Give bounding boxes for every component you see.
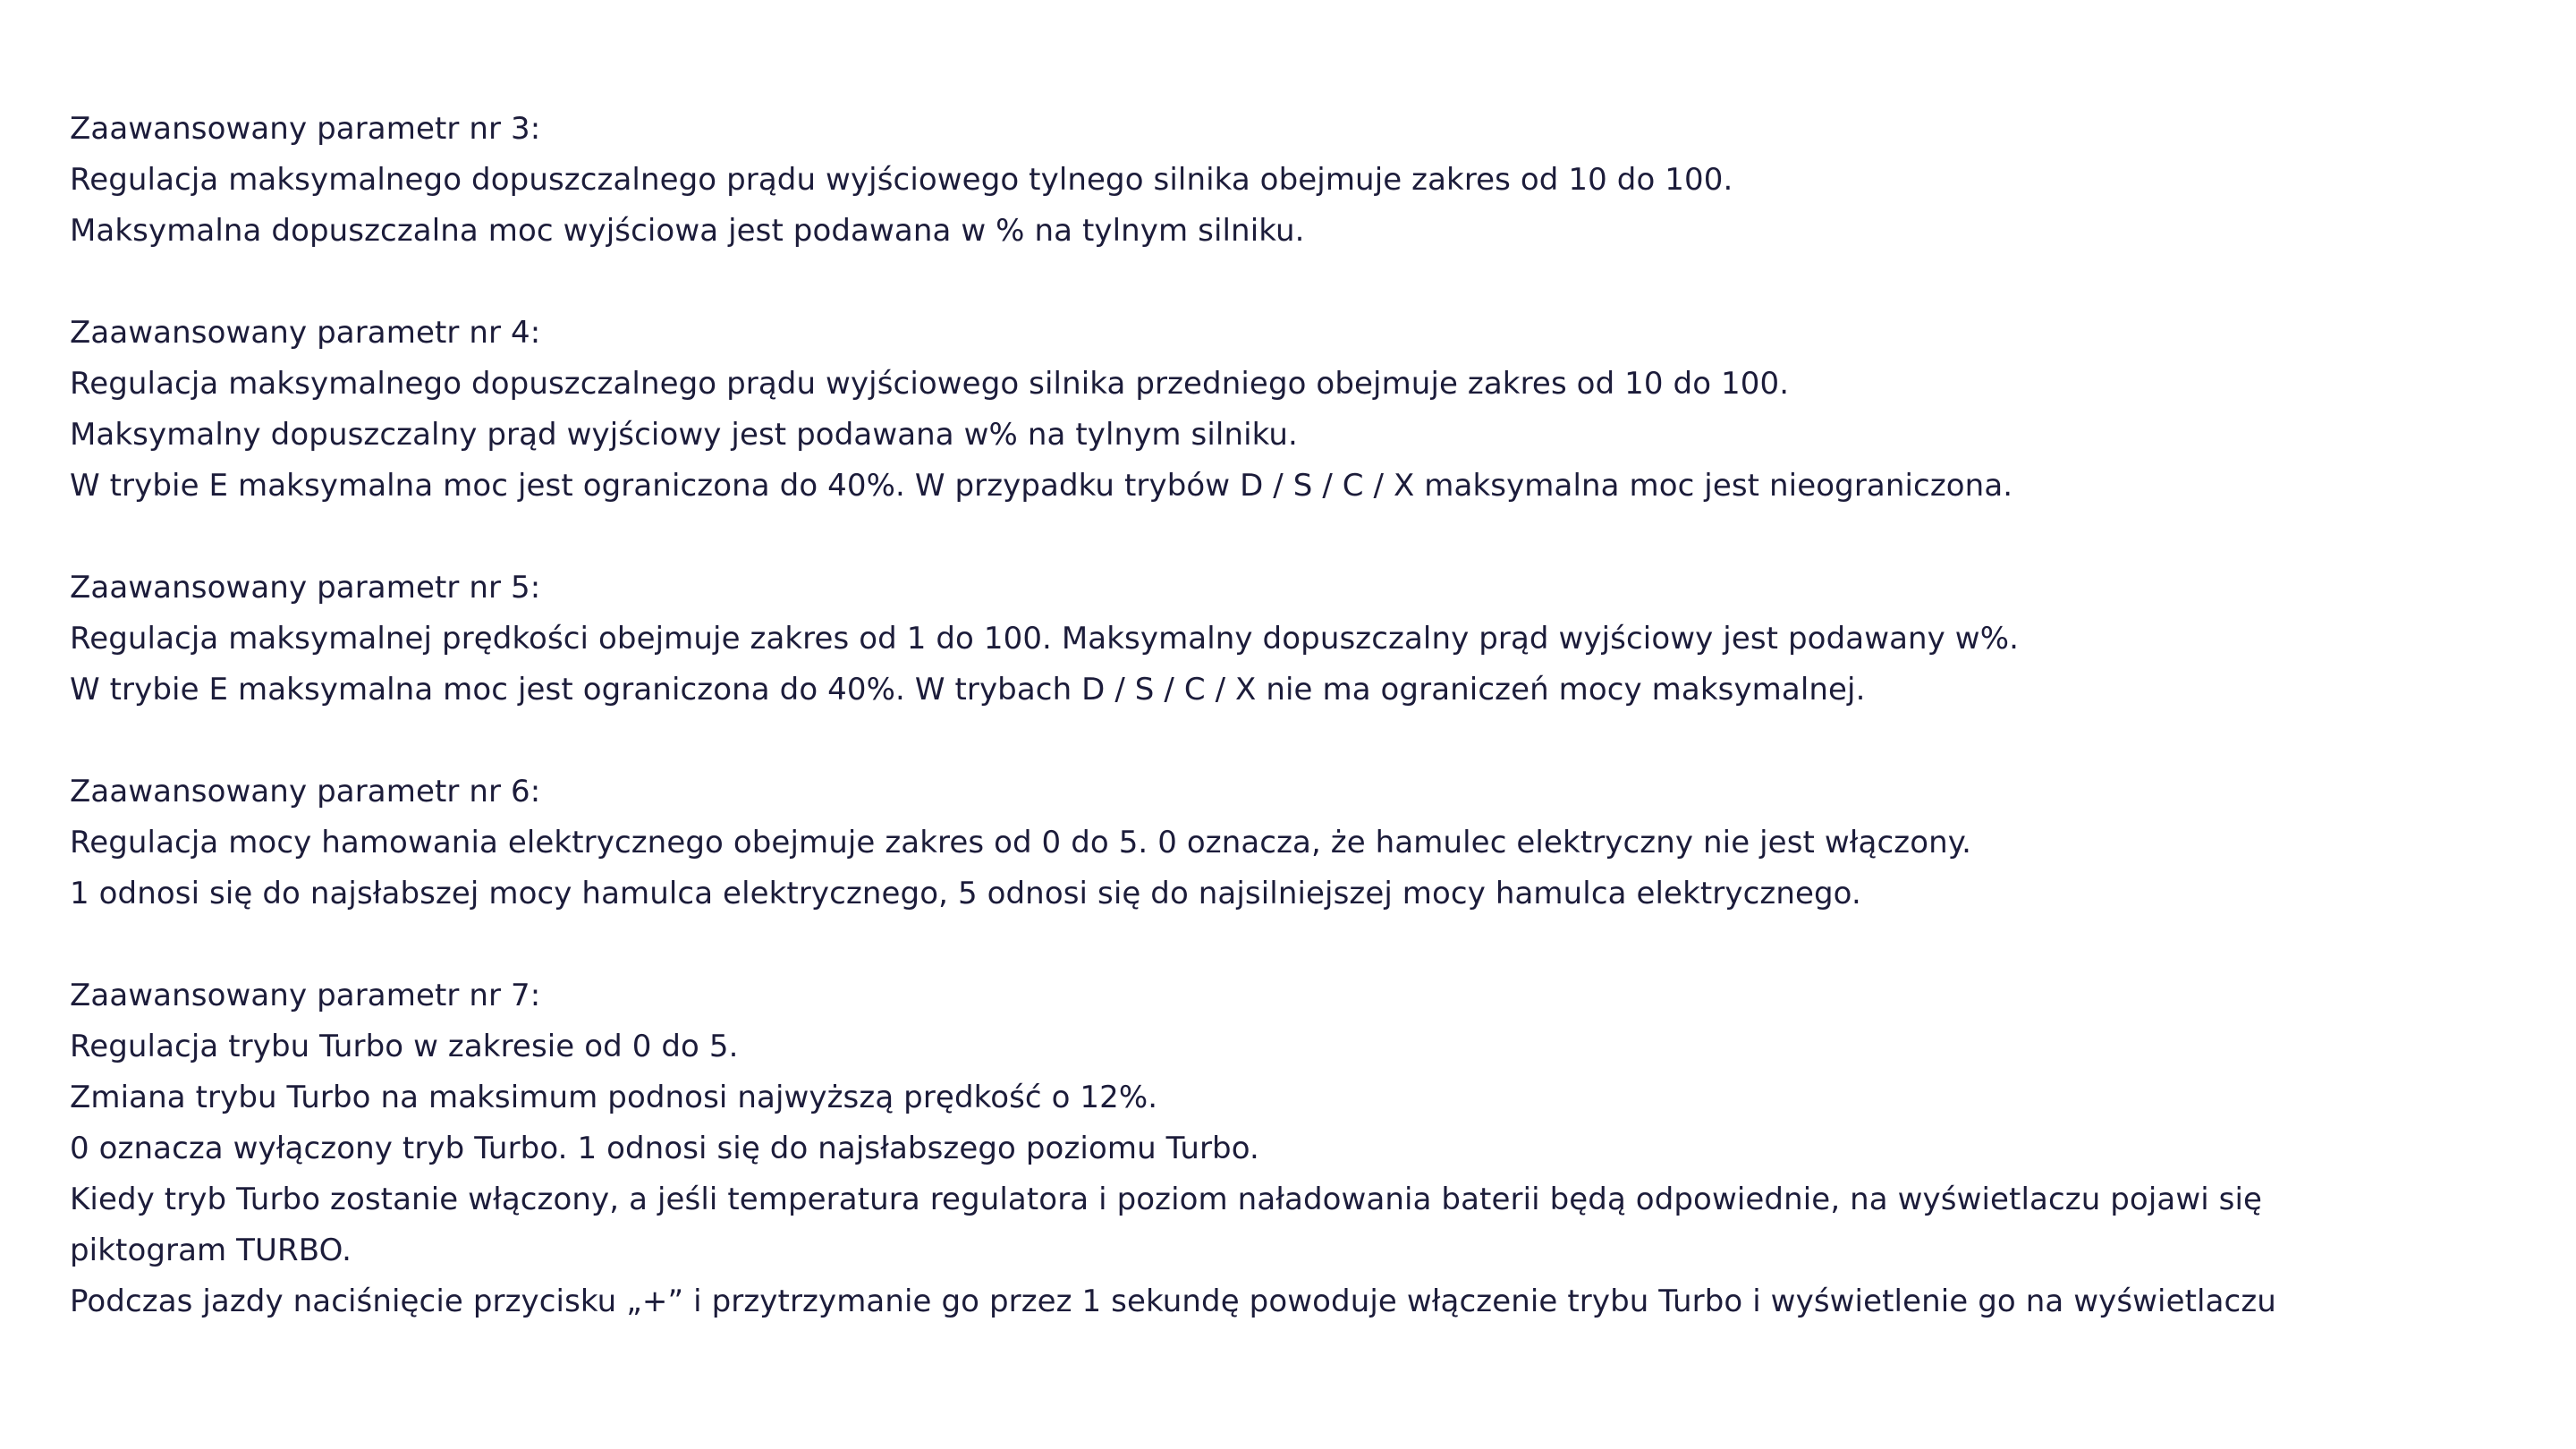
text-line: Regulacja maksymalnego dopuszczalnego prądu wyjściowego tylnego silnika obejmuje zakres od 10 do 100. bbox=[70, 162, 1733, 198]
text-line: 1 odnosi się do najsłabszej mocy hamulca elektrycznego, 5 odnosi się do najsilniejszej mocy hamulca elektrycznego. bbox=[70, 876, 1861, 911]
text-line: 0 oznacza wyłączony tryb Turbo. 1 odnosi się do najsłabszego poziomu Turbo. bbox=[70, 1131, 1259, 1166]
text-line: Maksymalna dopuszczalna moc wyjściowa jest podawana w % na tylnym silniku. bbox=[70, 213, 1305, 249]
text-line: Regulacja trybu Turbo w zakresie od 0 do 5. bbox=[70, 1029, 739, 1064]
parameter-section-3 bbox=[70, 104, 2485, 257]
text-line: W trybie E maksymalna moc jest ograniczona do 40%. W przypadku trybów D / S / C / X maksymalna moc jest nieograniczona. bbox=[70, 468, 2013, 504]
document-body bbox=[70, 104, 2485, 1378]
text-line: Maksymalny dopuszczalny prąd wyjściowy jest podawana w% na tylnym silniku. bbox=[70, 417, 1298, 453]
section-heading: Zaawansowany parametr nr 7: bbox=[70, 978, 541, 1013]
text-line: Regulacja maksymalnego dopuszczalnego prądu wyjściowego silnika przedniego obejmuje zakres od 10 do 100. bbox=[70, 366, 1790, 402]
text-line: Zmiana trybu Turbo na maksimum podnosi najwyższą prędkość o 12%. bbox=[70, 1080, 1158, 1115]
section-heading: Zaawansowany parametr nr 6: bbox=[70, 774, 541, 809]
parameter-section-7 bbox=[70, 970, 2485, 1327]
parameter-section-5 bbox=[70, 563, 2485, 716]
text-line: Kiedy tryb Turbo zostanie włączony, a jeśli temperatura regulatora i poziom naładowania baterii będą odpowiednie, na wyświetlaczu pojawi się bbox=[70, 1182, 2263, 1217]
text-line: Regulacja maksymalnej prędkości obejmuje zakres od 1 do 100. Maksymalny dopuszczalny prąd wyjściowy jest podawany w%. bbox=[70, 621, 2020, 657]
text-line: piktogram TURBO. bbox=[70, 1233, 352, 1268]
text-line: W trybie E maksymalna moc jest ograniczona do 40%. W trybach D / S / C / X nie ma ograniczeń mocy maksymalnej. bbox=[70, 672, 1866, 708]
section-heading: Zaawansowany parametr nr 4: bbox=[70, 315, 541, 351]
parameter-section-6 bbox=[70, 767, 2485, 919]
section-heading: Zaawansowany parametr nr 5: bbox=[70, 570, 541, 606]
text-line: Podczas jazdy naciśnięcie przycisku „+” i przytrzymanie go przez 1 sekundę powoduje włączenie trybu Turbo i wyświetlenie go na wyświetlaczu bbox=[70, 1284, 2276, 1319]
section-heading: Zaawansowany parametr nr 3: bbox=[70, 111, 541, 147]
parameter-section-4 bbox=[70, 308, 2485, 512]
text-line: Regulacja mocy hamowania elektrycznego obejmuje zakres od 0 do 5. 0 oznacza, że hamulec elektryczny nie jest włączony. bbox=[70, 825, 1972, 860]
